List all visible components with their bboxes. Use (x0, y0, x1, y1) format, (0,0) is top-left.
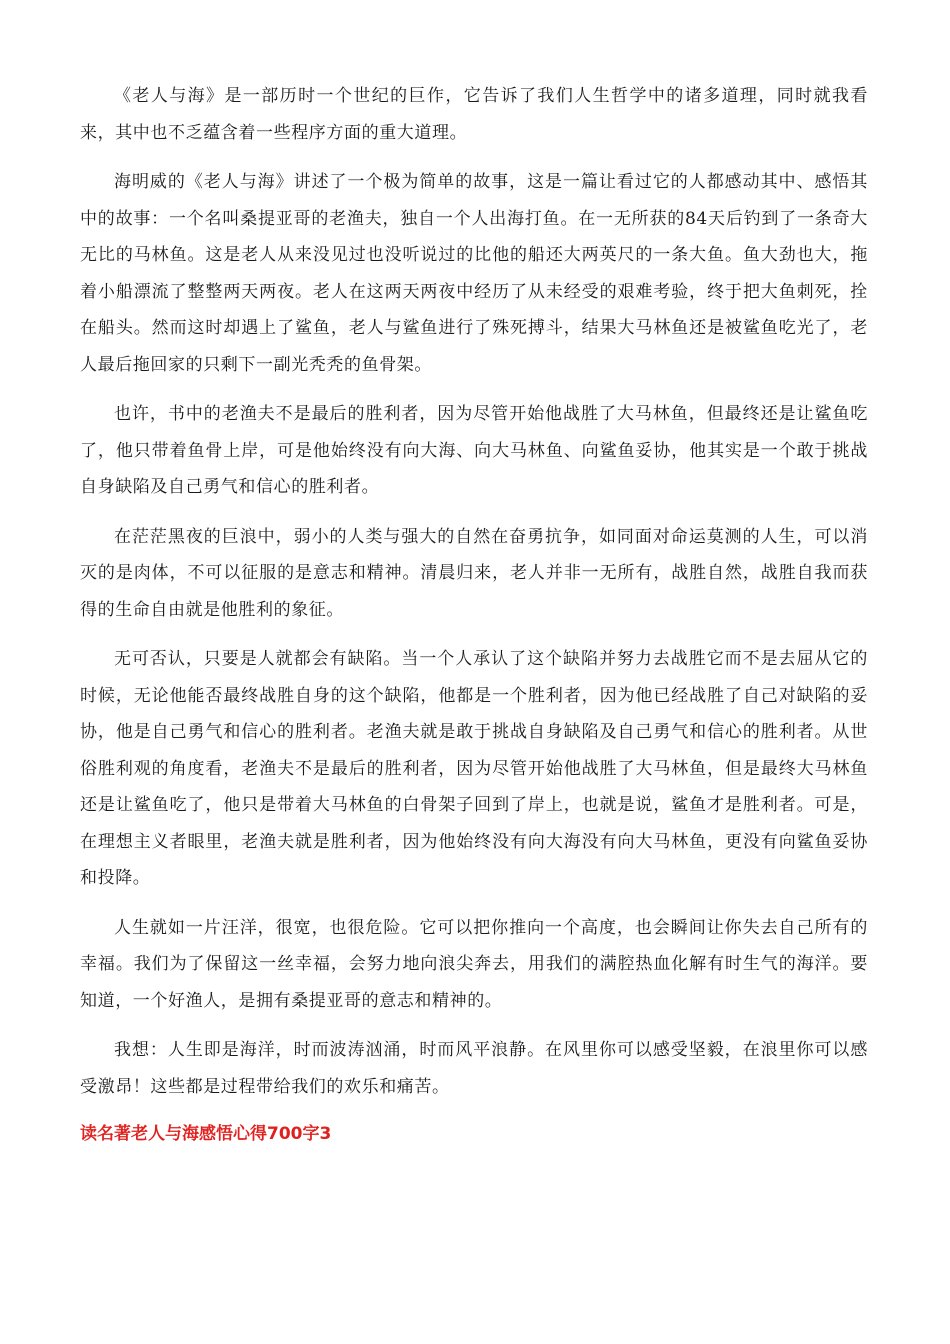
paragraph-2: 海明威的《老人与海》讲述了一个极为简单的故事，这是一篇让看过它的人都感动其中、感悟其中的故事：一个名叫桑提亚哥的老渔夫，独自一个人出海打鱼。在一无所获的84天后钓到了一条奇大无比的马林鱼。这是老人从来没见过也没听说过的比他的船还大两英尺的一条大鱼。鱼大劲也大，拖着小船漂流了整整两天两夜。老人在这两天两夜中经历了从未经受的艰难考验，终于把大鱼刺死，拴在船头。然而这时却遇上了鲨鱼，老人与鲨鱼进行了殊死搏斗，结果大马林鱼还是被鲨鱼吃光了，老人最后拖回家的只剩下一副光秃秃的鱼骨架。 (80, 172, 868, 375)
paragraph-6: 人生就如一片汪洋，很宽，也很危险。它可以把你推向一个高度，也会瞬间让你失去自己所有的幸福。我们为了保留这一丝幸福，会努力地向浪尖奔去，用我们的满腔热血化解有时生气的海洋。要知道，一个好渔人，是拥有桑提亚哥的意志和精神的。 (80, 917, 868, 1011)
paragraph-1: 《老人与海》是一部历时一个世纪的巨作，它告诉了我们人生哲学中的诸多道理，同时就我看来，其中也不乏蕴含着一些程序方面的重大道理。 (80, 86, 868, 143)
paragraph-7: 我想：人生即是海洋，时而波涛汹涌，时而风平浪静。在风里你可以感受坚毅，在浪里你可以感受激昂！这些都是过程带给我们的欢乐和痛苦。 (80, 1040, 868, 1097)
paragraph-5: 无可否认，只要是人就都会有缺陷。当一个人承认了这个缺陷并努力去战胜它而不是去屈从它的时候，无论他能否最终战胜自身的这个缺陷，他都是一个胜利者，因为他已经战胜了自己对缺陷的妥协，他是自己勇气和信心的胜利者。老渔夫就是敢于挑战自身缺陷及自己勇气和信心的胜利者。从世俗胜利观的角度看，老渔夫不是最后的胜利者，因为尽管开始他战胜了大马林鱼，但是最终大马林鱼还是让鲨鱼吃了，他只是带着大马林鱼的白骨架子回到了岸上，也就是说，鲨鱼才是胜利者。可是，在理想主义者眼里，老渔夫就是胜利者，因为他始终没有向大海没有向大马林鱼，更没有向鲨鱼妥协和投降。 (80, 649, 868, 888)
section-heading: 读名著老人与海感悟心得700字3 (80, 1124, 332, 1144)
document-body (80, 78, 868, 1150)
paragraph-4: 在茫茫黑夜的巨浪中，弱小的人类与强大的自然在奋勇抗争，如同面对命运莫测的人生，可以消灭的是肉体，不可以征服的是意志和精神。清晨归来，老人并非一无所有，战胜自然，战胜自我而获得的生命自由就是他胜利的象征。 (80, 526, 868, 620)
paragraph-3: 也许，书中的老渔夫不是最后的胜利者，因为尽管开始他战胜了大马林鱼，但最终还是让鲨鱼吃了，他只带着鱼骨上岸，可是他始终没有向大海、向大马林鱼、向鲨鱼妥协，他其实是一个敢于挑战自身缺陷及自己勇气和信心的胜利者。 (80, 404, 868, 497)
